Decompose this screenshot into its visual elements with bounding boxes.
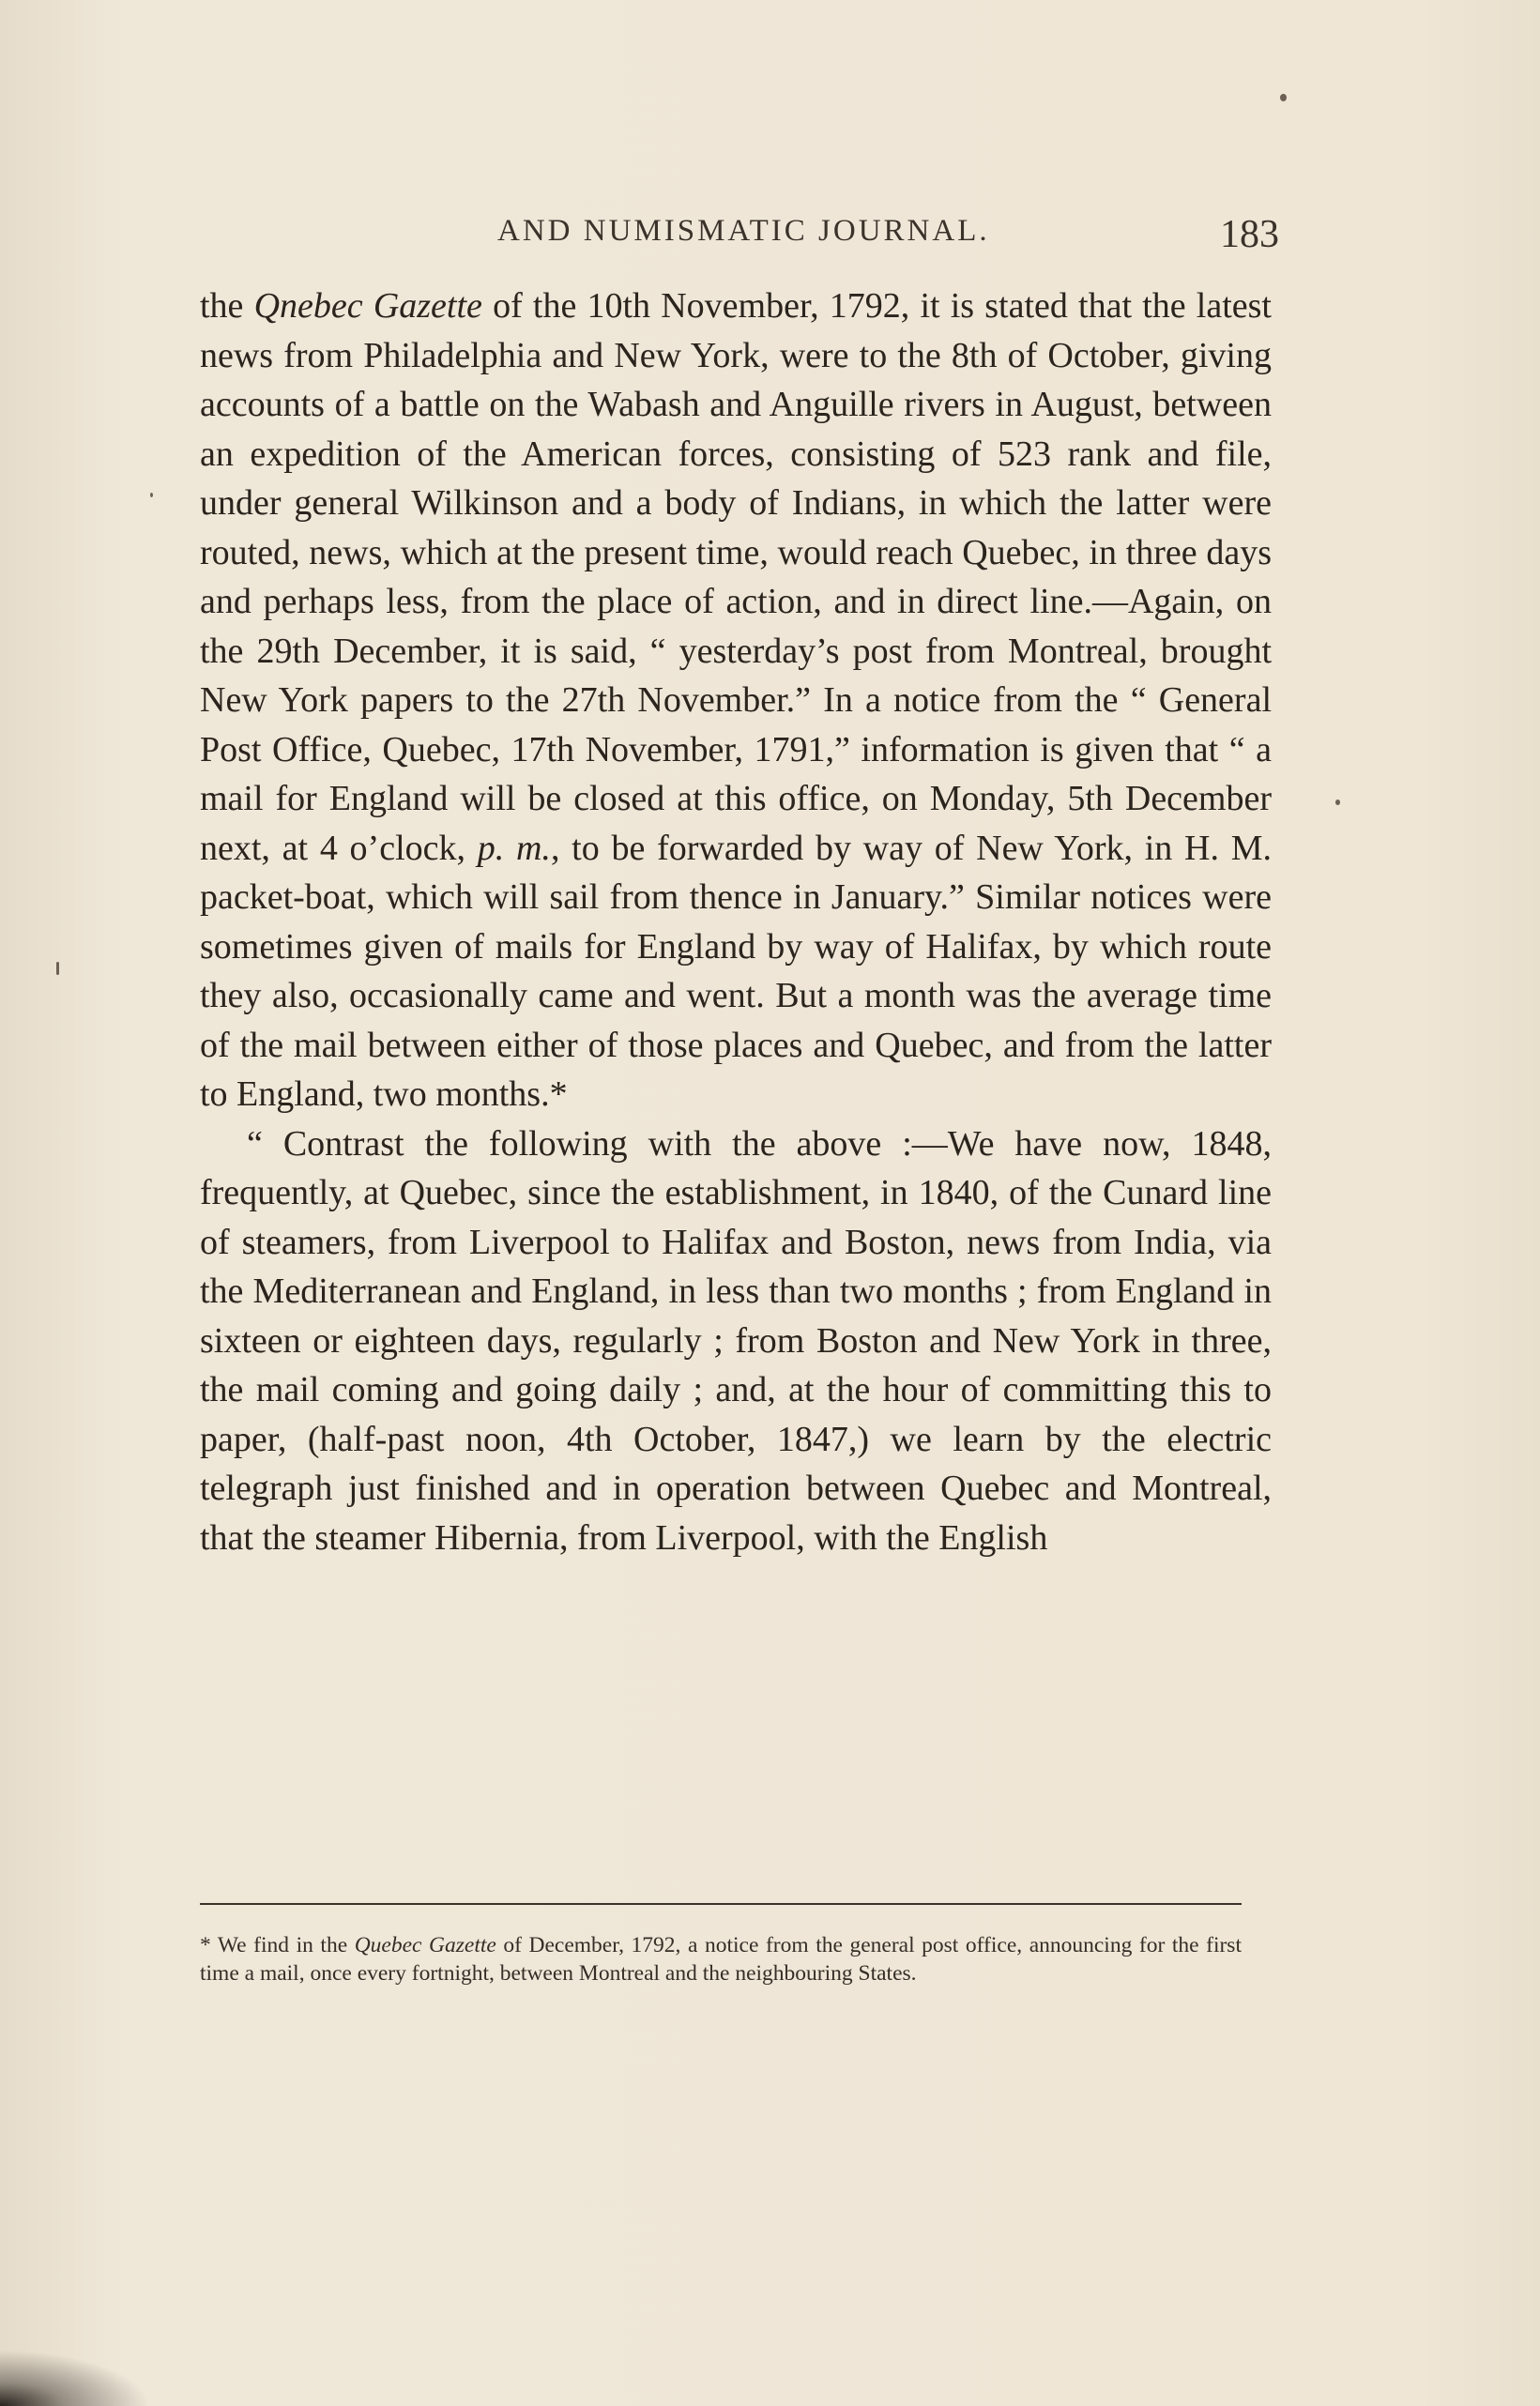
- italic-title-run: Qnebec Gazette: [253, 286, 482, 326]
- footnote-run: of December, 1792, a notice from the general post office, announcing for the first time a mail, once every fortnight, between Montreal and the neighbouring States.: [200, 1933, 1242, 1986]
- paper-speck: [56, 962, 59, 975]
- body-text: [200, 282, 1272, 1562]
- paragraph-2: [200, 1119, 1272, 1563]
- paper-speck: [150, 493, 153, 497]
- running-head: AND NUMISMATIC JOURNAL.: [497, 214, 990, 248]
- page-corner-shadow: [0, 2350, 150, 2406]
- footnote-italic-run: Quebec Gazette: [354, 1933, 496, 1957]
- italic-run: p. m.: [477, 828, 551, 868]
- text-run: the: [200, 286, 254, 326]
- footnote-run: * We find in the: [200, 1933, 355, 1957]
- text-run: , to be forwarded by way of New York, in H. M. packet-boat, which will sail from thence in January.” Similar notices were sometimes given of mails for England by way of Halifax, by which route they also, occasionally came and went. But a month was the average time of the mail between either of those places and Quebec, and from the latter to England, two months.*: [200, 828, 1272, 1114]
- footnote: [200, 1931, 1242, 1987]
- text-run: “ Contrast the following with the above :—We have now, 1848, frequently, at Quebec, since the establishment, in 1840, of the Cunard line of steamers, from Liverpool to Halifax and Boston, news from India, via the Mediterranean and England, in less than two months ; from England in sixteen or eighteen days, regularly ; from Boston and New York in three, the mail coming and going daily ; and, at the hour of committing this to paper, (half-past noon, 4th October, 1847,) we learn by the electric telegraph just finished and in operation between Quebec and Montreal, that the steamer Hibernia, from Liverpool, with the English: [200, 1123, 1272, 1558]
- paper-speck: [1280, 94, 1287, 101]
- footnote-rule: [200, 1903, 1242, 1905]
- paper-speck: [1335, 799, 1340, 805]
- text-run: of the 10th November, 1792, it is stated that the latest news from Philadelphia and New York, were to the 8th of October, giving accounts of a battle on the Wabash and Anguille rivers in August, between an expedition of the American forces, consisting of 523 rank and file, under general Wilkinson and a body of Indians, in which the latter were routed, news, which at the present time, would reach Quebec, in three days and perhaps less, from the place of action, and in direct line.—Again, on the 29th December, it is said, “ yesterday’s post from Montreal, brought New York papers to the 27th November.” In a notice from the “ General Post Office, Quebec, 17th November, 1791,” information is given that “ a mail for England will be closed at this office, on Monday, 5th December next, at 4 o’clock,: [200, 286, 1272, 868]
- page-number: 183: [1220, 213, 1279, 256]
- paragraph-1: [200, 282, 1272, 1119]
